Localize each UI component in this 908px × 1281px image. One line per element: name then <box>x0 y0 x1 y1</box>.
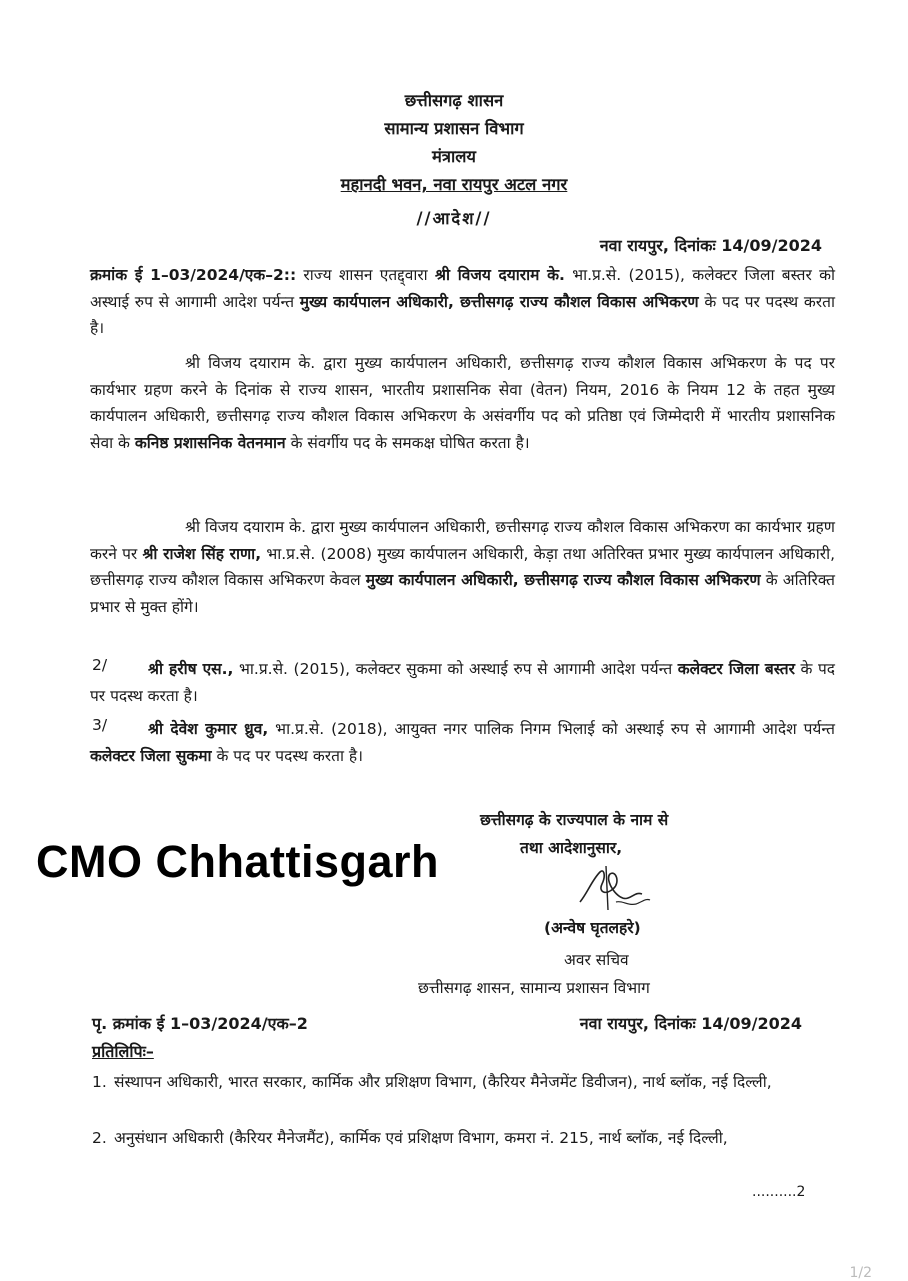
copy-item-text: संस्थापन अधिकारी, भारत सरकार, कार्मिक और प्रशिक्षण विभाग, (कैरियर मैनेजमेंट डिवीजन), नार्थ ब्लॉक, नई दिल्ली, <box>114 1073 772 1091</box>
item2-text-2: के पद पर पदस्थ करता है। <box>90 660 835 705</box>
header-department: सामान्य प्रशासन विभाग <box>384 119 524 138</box>
para3-text-2: भा.प्र.से. (2008) मुख्य कार्यपालन अधिकारी, केड़ा तथा अतिरिक्त प्रभार मुख्य कार्यपालन अधिकारी, छत्तीसगढ़ राज्य कौशल विकास अभिकरण केवल <box>90 544 836 589</box>
copy-list-item <box>92 1124 837 1152</box>
header-government: छत्तीसगढ़ शासन <box>404 91 504 110</box>
order-paragraph-3 <box>90 514 835 620</box>
signature-authority-line-2: तथा आदेशानुसार, <box>520 839 623 857</box>
para1-text-2: भा.प्र.से. (2015), कलेक्टर जिला बस्तर को अस्थाई रुप से आगामी आदेश पर्यन्त <box>90 266 836 311</box>
para1-text-1: राज्य शासन एतद्द्वारा <box>296 266 435 284</box>
order-paragraph-1 <box>90 262 835 342</box>
item2-text-1: भा.प्र.से. (2015), कलेक्टर सुकमा को अस्थाई रुप से आगामी आदेश पर्यन्त <box>233 660 678 678</box>
copy-item-number: 2. <box>92 1129 107 1147</box>
continued-marker: ..........2 <box>752 1184 806 1200</box>
copy-item-text: अनुसंधान अधिकारी (कैरियर मैनेजमैंट), कार्मिक एवं प्रशिक्षण विभाग, कमरा नं. 215, नार्थ ब्लॉक, नई दिल्ली, <box>114 1129 728 1147</box>
copy-heading: प्रतिलिपिः– <box>92 1042 154 1061</box>
posting-1: मुख्य कार्यपालन अधिकारी, छत्तीसगढ़ राज्य कौशल विकास अभिकरण <box>299 292 699 311</box>
relieved-post: मुख्य कार्यपालन अधिकारी, छत्तीसगढ़ राज्य कौशल विकास अभिकरण <box>365 571 761 589</box>
page-indicator: 1/2 <box>849 1265 872 1281</box>
item3-text-1: भा.प्र.से. (2018), आयुक्त नगर पालिक निगम भिलाई को अस्थाई रुप से आगामी आदेश पर्यन्त <box>268 720 835 738</box>
posting-2: कलेक्टर जिला बस्तर <box>677 660 795 678</box>
header-ministry: मंत्रालय <box>431 147 476 166</box>
item-2-number: 2/ <box>92 656 108 674</box>
order-item-3 <box>90 716 835 769</box>
order-item-2 <box>90 656 835 709</box>
para3-text-1: श्री विजय दयाराम के. द्वारा मुख्य कार्यपालन अधिकारी, छत्तीसगढ़ राज्य कौशल विकास अभिकरण का कार्यभार ग्रहण करने पर <box>90 518 835 563</box>
header-address <box>0 172 908 195</box>
pay-scale: कनिष्ठ प्रशासनिक वेतनमान <box>134 433 286 452</box>
order-place-date: नवा रायपुर, दिनांकः 14/09/2024 <box>599 236 822 255</box>
signatory-name: (अन्वेष घृतलहरे) <box>544 919 641 937</box>
officer-name-3: श्री देवेश कुमार ध्रुव, <box>148 720 269 738</box>
para2-text-1: श्री विजय दयाराम के. द्वारा मुख्य कार्यपालन अधिकारी, छत्तीसगढ़ राज्य कौशल विकास अभिकरण के पद पर कार्यभार ग्रहण करने के दिनांक से राज्य शासन, भारतीय प्रशासनिक सेवा (वेतन) नियम, 2016 के नियम 12 के तहत मुख्य कार्यपालन अधिकारी, छत्तीसगढ़ राज्य कौशल विकास अभिकरण के असंवर्गीय पद को प्रतिष्ठा एवं जिम्मेदारी में भारतीय प्रशासनिक सेवा के <box>90 354 835 452</box>
watermark-cmo: CMO Chhattisgarh <box>36 836 440 887</box>
order-paragraph-2 <box>90 350 835 456</box>
copy-item-number: 1. <box>92 1073 107 1091</box>
para2-text-2: के संवर्गीय पद के समकक्ष घोषित करता है। <box>285 433 530 452</box>
endorsement-place-date: नवा रायपुर, दिनांकः 14/09/2024 <box>579 1014 802 1033</box>
endorsement-reference: पृ. क्रमांक ई 1–03/2024/एक–2 <box>92 1014 308 1033</box>
item-3-number: 3/ <box>92 716 108 734</box>
officer-name-1: श्री विजय दयाराम के. <box>434 266 565 284</box>
para1-text-3: के पद पर पदस्थ करता है। <box>90 292 835 337</box>
order-title: //आदेश// <box>416 209 492 228</box>
copy-list-item <box>92 1068 837 1096</box>
header-address-text: महानदी भवन, नवा रायपुर अटल नगर <box>340 175 568 194</box>
posting-3: कलेक्टर जिला सुकमा <box>90 746 212 765</box>
officer-name-2: श्री हरीष एस., <box>148 660 234 678</box>
order-reference: क्रमांक ई 1–03/2024/एक–2:: <box>90 266 297 284</box>
item3-text-2: के पद पर पदस्थ करता है। <box>211 746 364 765</box>
signature-authority-line-1: छत्तीसगढ़ के राज्यपाल के नाम से <box>480 811 669 829</box>
signatory-office: छत्तीसगढ़ शासन, सामान्य प्रशासन विभाग <box>418 979 650 997</box>
signatory-designation: अवर सचिव <box>564 951 629 969</box>
handwritten-signature <box>570 862 660 918</box>
para3-text-3: के अतिरिक्त प्रभार से मुक्त होंगे। <box>90 571 836 616</box>
officer-name-relieved: श्री राजेश सिंह राणा, <box>142 544 262 563</box>
